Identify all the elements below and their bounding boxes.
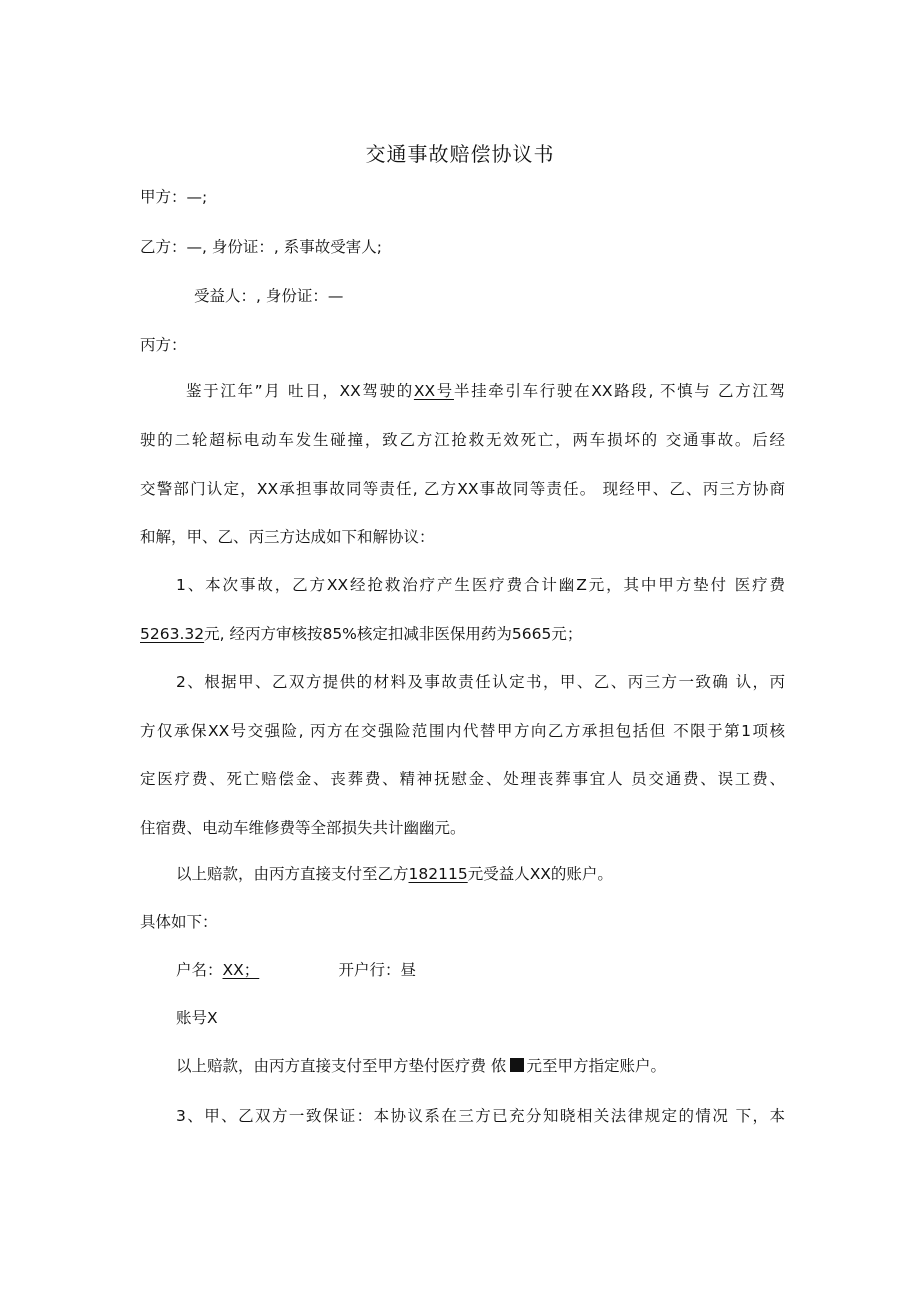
payment-text: 元至甲方指定账户。 bbox=[526, 1057, 666, 1075]
clause-2-line-2: 方仅承保XX号交强险, 丙方在交强险范围内代替甲方向乙方承担包括但 不限于第1项核 bbox=[140, 722, 785, 740]
vehicle-plate: XX号 bbox=[413, 382, 454, 400]
medical-fee-amount: 5263.32 bbox=[140, 625, 205, 643]
account-name-value: XX； bbox=[222, 961, 260, 979]
preamble-text: 鉴于江年”月 吐日，XX驾驶的 bbox=[186, 382, 414, 400]
clause-2-line-3: 定医疗费、死亡赔偿金、丧葬费、精神抚慰金、处理丧葬事宜人 员交通费、误工费、 bbox=[140, 770, 785, 788]
clause-3-line-1: 3、甲、乙双方一致保证：本协议系在三方已充分知晓相关法律规定的情况 下，本 bbox=[176, 1107, 785, 1125]
party-b-line: 乙方：—, 身份证：, 系事故受害人; bbox=[140, 238, 382, 256]
beneficiary-line: 受益人：, 身份证：— bbox=[194, 287, 344, 305]
redaction-block bbox=[510, 1058, 524, 1072]
clause-1-line-1: 1、本次事故，乙方XX经抢救治疗产生医疗费合计幽Z元，其中甲方垫付 医疗费 bbox=[176, 576, 785, 594]
clause-1-line-2 bbox=[140, 624, 785, 644]
bank-name: 开户行：昼 bbox=[338, 961, 417, 979]
preamble-line-3: 交警部门认定，XX承担事故同等责任, 乙方XX事故同等责任。 现经甲、乙、丙三方协商 bbox=[140, 480, 785, 498]
document-title: 交通事故赔偿协议书 bbox=[365, 142, 555, 166]
payment-text: 以上赔款，由丙方直接支付至甲方垫付医疗费 侬 bbox=[176, 1057, 507, 1075]
payment-line-1 bbox=[176, 864, 785, 884]
clause-2-line-4: 住宿费、电动车维修费等全部损失共计幽幽元。 bbox=[140, 819, 466, 837]
payment-text: 以上赔款，由丙方直接支付至乙方 bbox=[176, 865, 409, 883]
account-name-line bbox=[176, 960, 785, 980]
details-label: 具体如下： bbox=[140, 913, 218, 931]
preamble-line-4: 和解，甲、乙、丙三方达成如下和解协议： bbox=[140, 528, 435, 546]
preamble-line-1 bbox=[186, 381, 785, 401]
preamble-text: 半挂牵引车行驶在XX路段, 不慎与 乙方江驾 bbox=[453, 382, 785, 400]
payment-text: 元受益人XX的账户。 bbox=[467, 865, 613, 883]
payment-amount: 182115 bbox=[408, 865, 468, 883]
clause-text: 元, 经丙方审核按85%核定扣减非医保用药为5665元； bbox=[204, 625, 583, 643]
account-number: 账号X bbox=[176, 1009, 218, 1027]
preamble-line-2: 驶的二轮超标电动车发生碰撞，致乙方江抢救无效死亡，两车损坏的 交通事故。后经 bbox=[140, 431, 785, 449]
clause-2-line-1: 2、根据甲、乙双方提供的材料及事故责任认定书，甲、乙、丙三方一致确 认，丙 bbox=[176, 673, 785, 691]
payment-line-2 bbox=[176, 1056, 785, 1076]
account-name-label: 户名： bbox=[176, 961, 223, 979]
party-c-line: 丙方： bbox=[140, 336, 187, 354]
party-a-line: 甲方：—; bbox=[140, 188, 208, 206]
